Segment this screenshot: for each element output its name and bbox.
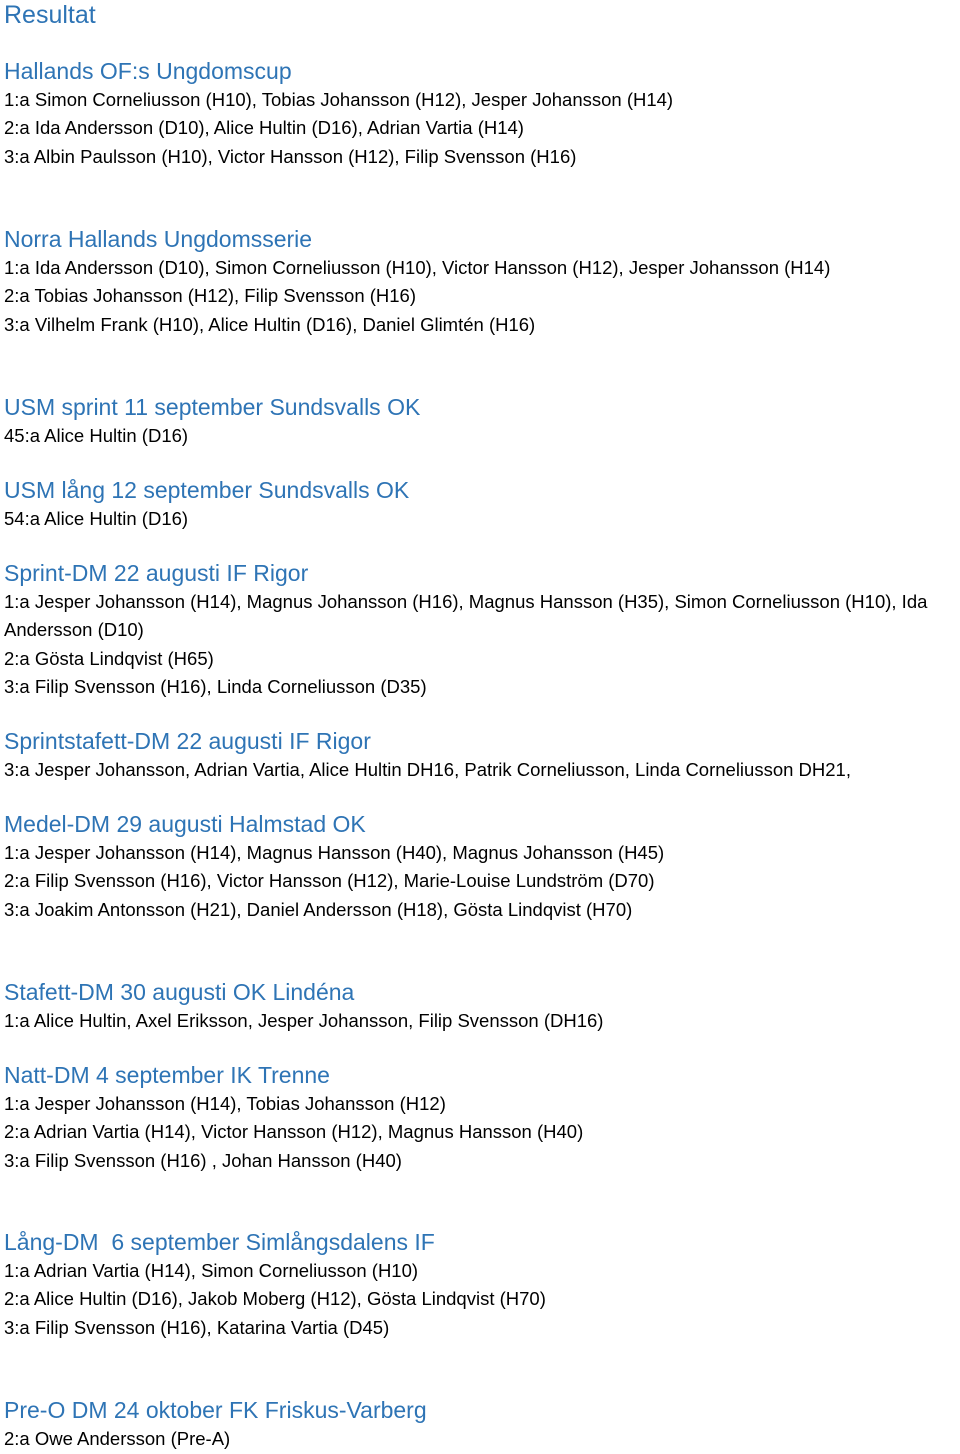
section-stafett-dm [4,977,958,1035]
section-medel-dm [4,809,958,924]
page-title: Resultat [4,1,96,29]
result-line-second: 2:a Adrian Vartia (H14), Victor Hansson (H12), Magnus Hansson (H40) [4,1121,584,1143]
result-line-second: 2:a Alice Hultin (D16), Jakob Moberg (H12), Gösta Lindqvist (H70) [4,1288,546,1310]
result-line-third: 3:a Joakim Antonsson (H21), Daniel Andersson (H18), Gösta Lindqvist (H70) [4,898,633,920]
section-hallands-ungdomscup [4,56,958,171]
section-heading: Hallands OF:s Ungdomscup [4,58,292,84]
result-line-third: 3:a Albin Paulsson (H10), Victor Hansson (H12), Filip Svensson (H16) [4,145,577,167]
section-natt-dm [4,1060,958,1175]
section-heading: Stafett-DM 30 augusti OK Lindéna [4,979,355,1005]
result-line-first: 1:a Jesper Johansson (H14), Magnus Hansson (H40), Magnus Johansson (H45) [4,842,665,863]
result-line-first: 1:a Ida Andersson (D10), Simon Corneliusson (H10), Victor Hansson (H12), Jesper Johansson (H14) [4,257,831,278]
section-heading: Medel-DM 29 augusti Halmstad OK [4,811,366,837]
result-line-second: 2:a Owe Andersson (Pre-A) [4,1428,231,1449]
section-sprint-dm [4,558,958,701]
section-pre-o-dm [4,1395,958,1453]
result-line-third: 3:a Vilhelm Frank (H10), Alice Hultin (D16), Daniel Glimtén (H16) [4,313,536,335]
result-line-first: 1:a Simon Corneliusson (H10), Tobias Johansson (H12), Jesper Johansson (H14) [4,89,674,110]
result-line-second: 2:a Tobias Johansson (H12), Filip Svensson (H16) [4,285,417,307]
section-heading: Lång-DM 6 september Simlångsdalens IF [4,1229,435,1255]
result-line-second: 2:a Gösta Lindqvist (H65) [4,647,214,669]
result-line-first: 54:a Alice Hultin (D16) [4,508,189,529]
result-line-third: 3:a Filip Svensson (H16), Katarina Vartia (D45) [4,1316,390,1338]
result-line-first: 1:a Jesper Johansson (H14), Tobias Johansson (H12) [4,1093,446,1114]
section-heading: USM sprint 11 september Sundsvalls OK [4,394,421,420]
section-heading: USM lång 12 september Sundsvalls OK [4,477,410,503]
result-line-first: 1:a Jesper Johansson (H14), Magnus Johansson (H16), Magnus Hansson (H35), Simon Corneliusson (H10), Ida Andersson (D10) [4,591,928,641]
result-line-first: 1:a Alice Hultin, Axel Eriksson, Jesper Johansson, Filip Svensson (DH16) [4,1010,604,1031]
section-usm-lang [4,475,958,533]
result-line-first: 45:a Alice Hultin (D16) [4,425,189,446]
section-heading: Natt-DM 4 september IK Trenne [4,1062,330,1088]
section-sprintstafett-dm [4,726,958,784]
section-heading: Sprint-DM 22 augusti IF Rigor [4,560,309,586]
section-heading: Norra Hallands Ungdomsserie [4,226,313,252]
result-line-second: 2:a Ida Andersson (D10), Alice Hultin (D16), Adrian Vartia (H14) [4,117,524,139]
section-heading: Sprintstafett-DM 22 augusti IF Rigor [4,728,371,754]
result-line-third: 3:a Filip Svensson (H16), Linda Corneliusson (D35) [4,675,427,697]
result-line-third: 3:a Filip Svensson (H16) , Johan Hansson (H40) [4,1149,402,1171]
section-heading: Pre-O DM 24 oktober FK Friskus-Varberg [4,1397,427,1423]
section-lang-dm [4,1227,958,1342]
section-usm-sprint [4,392,958,450]
result-line-first: 1:a Adrian Vartia (H14), Simon Corneliusson (H10) [4,1260,419,1281]
result-line-third: 3:a Jesper Johansson, Adrian Vartia, Alice Hultin DH16, Patrik Corneliusson, Linda Corneliusson DH21, [4,759,851,780]
section-norra-hallands-ungdomsserie [4,224,958,339]
result-line-second: 2:a Filip Svensson (H16), Victor Hansson (H12), Marie-Louise Lundström (D70) [4,870,655,892]
